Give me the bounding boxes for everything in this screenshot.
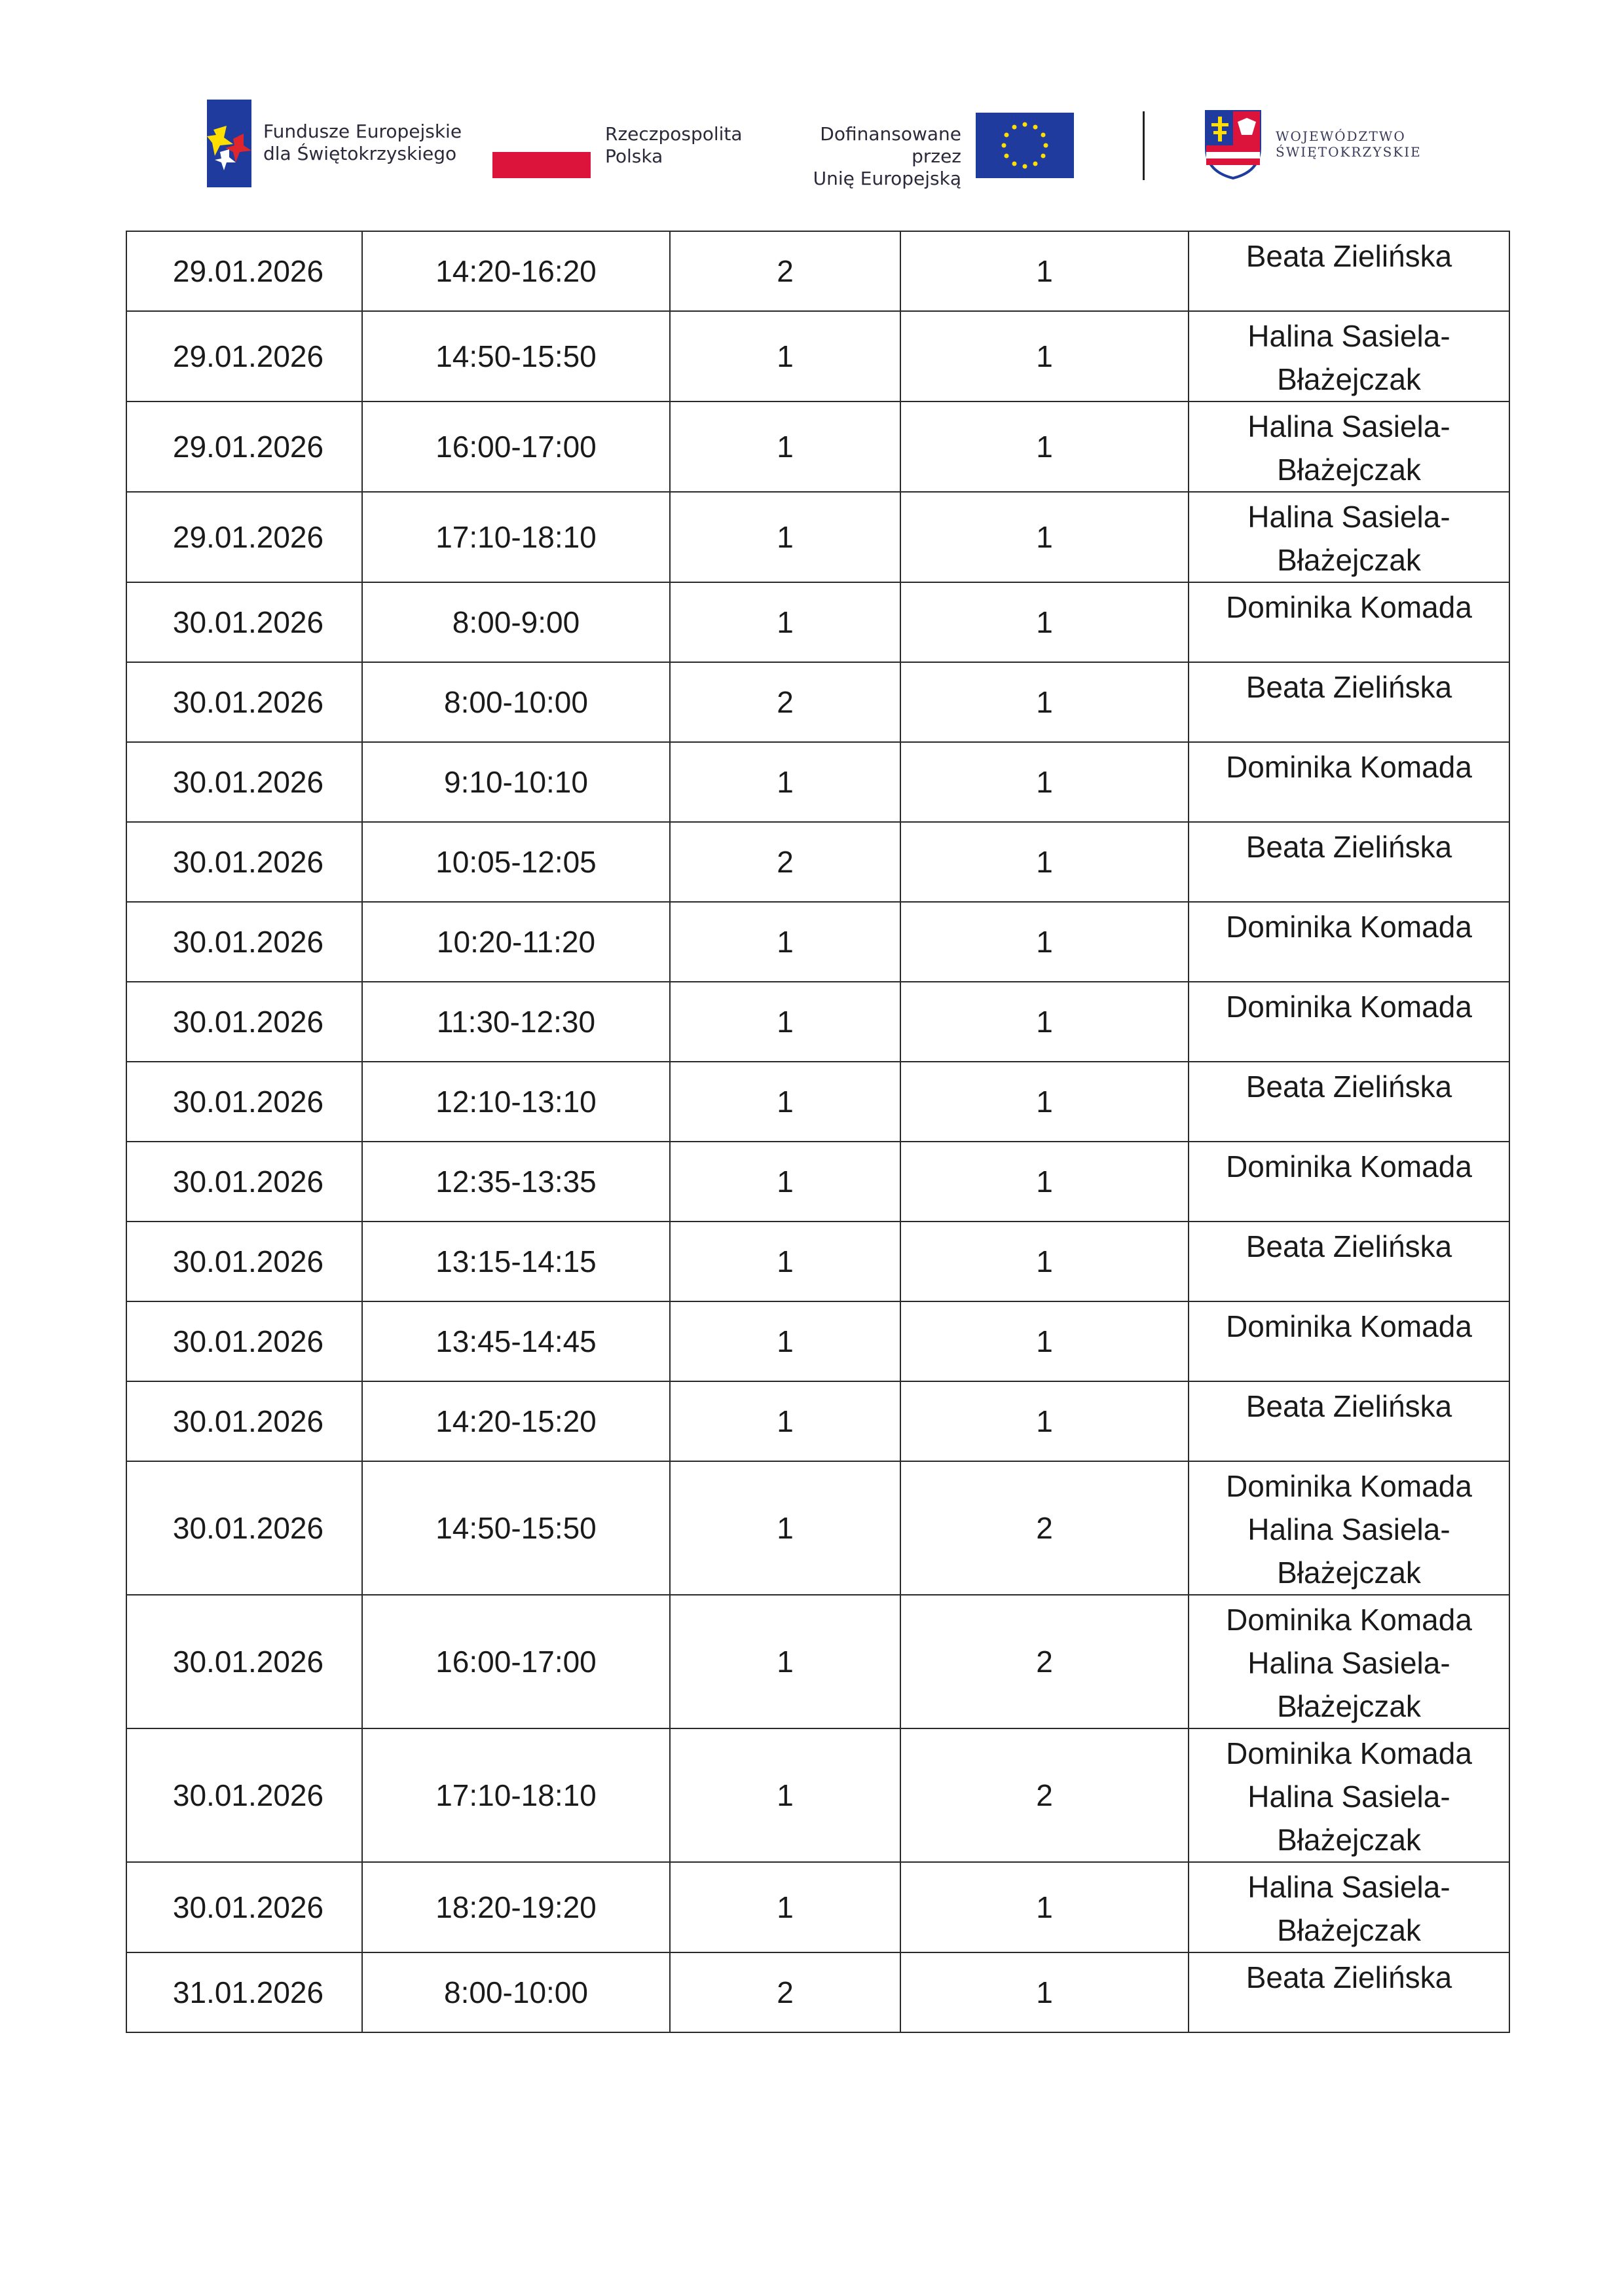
hours-cell: 1 [670, 1862, 900, 1952]
date-text: 30.01.2026 [172, 765, 324, 799]
person-name-line: Błażejczak [1277, 1823, 1421, 1857]
person-name-line: Błażejczak [1277, 453, 1421, 487]
table-row [126, 1222, 1509, 1301]
hours-cell: 1 [670, 582, 900, 662]
time-cell: 17:10-18:10 [362, 1728, 670, 1862]
person-name-line: Beata Zielińska [1246, 239, 1452, 273]
polish-flag-icon [492, 126, 591, 178]
person-name-line: Halina Sasiela- [1247, 500, 1450, 534]
fe-line1: Fundusze Europejskie [263, 121, 462, 142]
time-cell: 16:00-17:00 [362, 1595, 670, 1728]
person-cell [1189, 1142, 1509, 1222]
person-name-line: Halina Sasiela- [1247, 409, 1450, 443]
eu-line1: Dofinansowane przez [820, 123, 961, 167]
date-cell [126, 582, 362, 662]
date-cell [126, 1952, 362, 2032]
person-name-line: Dominika Komada [1226, 1736, 1472, 1770]
table-row [126, 1381, 1509, 1461]
date-text: 30.01.2026 [172, 925, 324, 959]
hours-cell: 1 [670, 1461, 900, 1595]
date-cell [126, 742, 362, 822]
fe-line2: dla Świętokrzyskiego [263, 143, 457, 164]
time-cell: 8:00-10:00 [362, 662, 670, 742]
hours-cell: 1 [670, 1595, 900, 1728]
date-text: 31.01.2026 [172, 1975, 324, 2009]
table-row [126, 231, 1509, 311]
date-cell [126, 231, 362, 311]
date-text: 30.01.2026 [172, 1890, 324, 1924]
hours-cell: 1 [670, 902, 900, 982]
count-cell: 1 [900, 1862, 1189, 1952]
person-name-line: Dominika Komada [1226, 590, 1472, 624]
hours-cell: 1 [670, 1062, 900, 1142]
hours-cell: 2 [670, 231, 900, 311]
date-cell [126, 1862, 362, 1952]
date-cell [126, 662, 362, 742]
date-cell [126, 1062, 362, 1142]
table-row [126, 902, 1509, 982]
person-name-line: Beata Zielińska [1246, 1960, 1452, 1994]
date-cell [126, 822, 362, 902]
person-name-line: Dominika Komada [1226, 750, 1472, 784]
table-row [126, 1595, 1509, 1728]
count-cell: 1 [900, 1301, 1189, 1381]
person-cell [1189, 1062, 1509, 1142]
date-cell [126, 1728, 362, 1862]
person-name-line: Beata Zielińska [1246, 670, 1452, 704]
date-cell [126, 1461, 362, 1595]
logo-divider [1143, 111, 1145, 180]
hours-cell: 1 [670, 401, 900, 492]
count-cell: 1 [900, 1142, 1189, 1222]
person-cell [1189, 1461, 1509, 1595]
table-row [126, 1461, 1509, 1595]
count-cell: 1 [900, 662, 1189, 742]
person-name-line: Dominika Komada [1226, 910, 1472, 944]
count-cell: 1 [900, 492, 1189, 582]
fundusze-europejskie-flag-icon [207, 100, 251, 187]
date-text: 30.01.2026 [172, 685, 324, 719]
rzeczpospolita-text [605, 123, 743, 168]
person-name-line: Dominika Komada [1226, 990, 1472, 1024]
date-text: 30.01.2026 [172, 1778, 324, 1812]
count-cell: 1 [900, 401, 1189, 492]
table-row [126, 401, 1509, 492]
count-cell: 1 [900, 1381, 1189, 1461]
time-cell: 10:05-12:05 [362, 822, 670, 902]
eu-line2: Unię Europejską [813, 168, 961, 189]
table-row [126, 1142, 1509, 1222]
date-text: 30.01.2026 [172, 1244, 324, 1278]
dofinansowane-text [765, 123, 961, 190]
woj-swietokrzyskie-crest-icon [1204, 109, 1263, 179]
person-cell [1189, 1952, 1509, 2032]
count-cell: 1 [900, 822, 1189, 902]
date-cell [126, 982, 362, 1062]
time-cell: 9:10-10:10 [362, 742, 670, 822]
date-text: 30.01.2026 [172, 1404, 324, 1438]
person-cell [1189, 1595, 1509, 1728]
time-cell: 10:20-11:20 [362, 902, 670, 982]
time-cell: 14:50-15:50 [362, 1461, 670, 1595]
date-cell [126, 902, 362, 982]
table-row [126, 662, 1509, 742]
hours-cell: 1 [670, 742, 900, 822]
eu-flag-icon [976, 113, 1074, 178]
person-name-line: Błażejczak [1277, 543, 1421, 577]
person-name-line: Błażejczak [1277, 1913, 1421, 1947]
count-cell: 1 [900, 742, 1189, 822]
table-row [126, 311, 1509, 401]
person-cell [1189, 1862, 1509, 1952]
person-cell [1189, 1222, 1509, 1301]
count-cell: 2 [900, 1461, 1189, 1595]
date-cell [126, 401, 362, 492]
person-cell [1189, 742, 1509, 822]
table-row [126, 492, 1509, 582]
person-name-line: Błażejczak [1277, 362, 1421, 396]
date-text: 30.01.2026 [172, 1085, 324, 1119]
date-cell [126, 1381, 362, 1461]
person-name-line: Beata Zielińska [1246, 1389, 1452, 1423]
date-text: 29.01.2026 [172, 430, 324, 464]
person-name-line: Błażejczak [1277, 1689, 1421, 1723]
date-text: 30.01.2026 [172, 1005, 324, 1039]
table-row [126, 1862, 1509, 1952]
person-name-line: Halina Sasiela- [1247, 319, 1450, 353]
time-cell: 13:15-14:15 [362, 1222, 670, 1301]
date-text: 29.01.2026 [172, 254, 324, 288]
table-row [126, 1952, 1509, 2032]
hours-cell: 1 [670, 1222, 900, 1301]
person-cell [1189, 492, 1509, 582]
table-row [126, 742, 1509, 822]
count-cell: 1 [900, 231, 1189, 311]
count-cell: 1 [900, 982, 1189, 1062]
person-name-line: Beata Zielińska [1246, 830, 1452, 864]
time-cell: 16:00-17:00 [362, 401, 670, 492]
table-row [126, 1728, 1509, 1862]
person-cell [1189, 982, 1509, 1062]
date-text: 29.01.2026 [172, 520, 324, 554]
woj-line1: WOJEWÓDZTWO [1276, 128, 1406, 144]
person-name-line: Halina Sasiela- [1247, 1870, 1450, 1904]
person-cell [1189, 822, 1509, 902]
person-cell [1189, 582, 1509, 662]
person-name-line: Dominika Komada [1226, 1603, 1472, 1637]
person-name-line: Błażejczak [1277, 1556, 1421, 1590]
person-cell [1189, 662, 1509, 742]
pl-line2: Polska [605, 145, 663, 167]
count-cell: 1 [900, 1222, 1189, 1301]
time-cell: 14:50-15:50 [362, 311, 670, 401]
person-name-line: Halina Sasiela- [1247, 1646, 1450, 1680]
table-row [126, 1301, 1509, 1381]
hours-cell: 1 [670, 1381, 900, 1461]
time-cell: 14:20-15:20 [362, 1381, 670, 1461]
count-cell: 1 [900, 582, 1189, 662]
schedule-table [126, 231, 1510, 2033]
person-cell [1189, 1381, 1509, 1461]
date-text: 30.01.2026 [172, 1165, 324, 1199]
table-row [126, 822, 1509, 902]
count-cell: 2 [900, 1595, 1189, 1728]
count-cell: 2 [900, 1728, 1189, 1862]
date-cell [126, 1595, 362, 1728]
time-cell: 14:20-16:20 [362, 231, 670, 311]
hours-cell: 2 [670, 662, 900, 742]
wojewodztwo-text [1276, 128, 1422, 160]
logo-bar [0, 0, 1624, 196]
person-name-line: Halina Sasiela- [1247, 1780, 1450, 1814]
date-cell [126, 1222, 362, 1301]
time-cell: 17:10-18:10 [362, 492, 670, 582]
table-row [126, 982, 1509, 1062]
woj-line2: ŚWIĘTOKRZYSKIE [1276, 144, 1422, 160]
table-row [126, 582, 1509, 662]
person-cell [1189, 311, 1509, 401]
count-cell: 1 [900, 311, 1189, 401]
hours-cell: 1 [670, 982, 900, 1062]
date-text: 30.01.2026 [172, 1511, 324, 1545]
schedule-body [126, 231, 1509, 2032]
date-cell [126, 311, 362, 401]
person-name-line: Dominika Komada [1226, 1309, 1472, 1343]
time-cell: 8:00-9:00 [362, 582, 670, 662]
hours-cell: 2 [670, 1952, 900, 2032]
time-cell: 11:30-12:30 [362, 982, 670, 1062]
fundusze-europejskie-text [263, 121, 462, 165]
hours-cell: 1 [670, 1728, 900, 1862]
time-cell: 12:10-13:10 [362, 1062, 670, 1142]
date-text: 30.01.2026 [172, 1324, 324, 1358]
person-cell [1189, 1301, 1509, 1381]
date-cell [126, 1301, 362, 1381]
person-name-line: Dominika Komada [1226, 1469, 1472, 1503]
date-cell [126, 1142, 362, 1222]
date-text: 30.01.2026 [172, 845, 324, 879]
person-cell [1189, 231, 1509, 311]
hours-cell: 1 [670, 311, 900, 401]
date-cell [126, 492, 362, 582]
count-cell: 1 [900, 902, 1189, 982]
pl-line1: Rzeczpospolita [605, 123, 743, 145]
time-cell: 12:35-13:35 [362, 1142, 670, 1222]
person-name-line: Halina Sasiela- [1247, 1512, 1450, 1546]
person-cell [1189, 1728, 1509, 1862]
count-cell: 1 [900, 1952, 1189, 2032]
hours-cell: 2 [670, 822, 900, 902]
person-cell [1189, 401, 1509, 492]
person-name-line: Beata Zielińska [1246, 1070, 1452, 1104]
hours-cell: 1 [670, 1301, 900, 1381]
count-cell: 1 [900, 1062, 1189, 1142]
date-text: 30.01.2026 [172, 605, 324, 639]
time-cell: 8:00-10:00 [362, 1952, 670, 2032]
person-cell [1189, 902, 1509, 982]
date-text: 29.01.2026 [172, 339, 324, 373]
table-row [126, 1062, 1509, 1142]
hours-cell: 1 [670, 1142, 900, 1222]
person-name-line: Beata Zielińska [1246, 1229, 1452, 1263]
time-cell: 13:45-14:45 [362, 1301, 670, 1381]
date-text: 30.01.2026 [172, 1645, 324, 1679]
time-cell: 18:20-19:20 [362, 1862, 670, 1952]
hours-cell: 1 [670, 492, 900, 582]
person-name-line: Dominika Komada [1226, 1149, 1472, 1184]
